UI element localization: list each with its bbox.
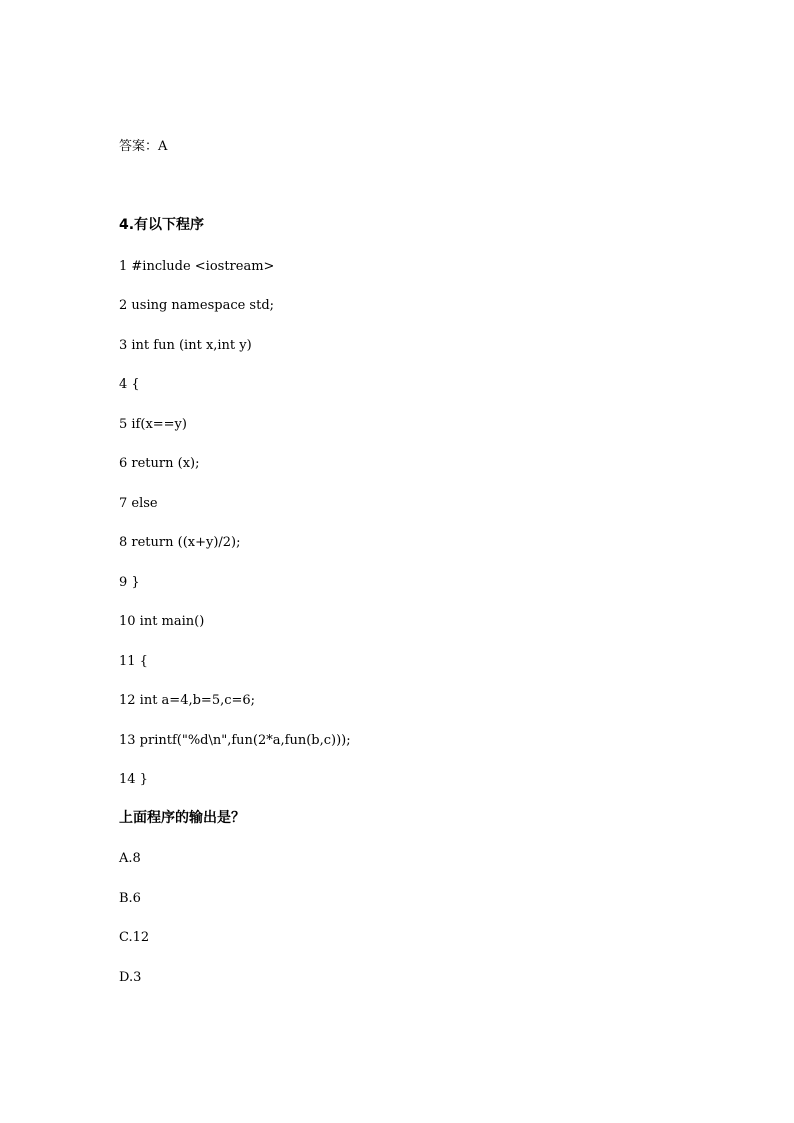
question-prompt: 上面程序的输出是？ bbox=[119, 810, 245, 826]
code-line: 13 printf("%d\n",fun(2*a,fun(b,c))); bbox=[119, 733, 351, 748]
code-line: 12 int a=4,b=5,c=6; bbox=[119, 693, 256, 708]
code-line: 8 return ((x+y)/2); bbox=[119, 535, 241, 550]
code-line: 10 int main() bbox=[119, 614, 205, 629]
option-d: D.3 bbox=[119, 970, 142, 985]
previous-answer: 答案：A bbox=[119, 139, 168, 154]
code-line: 9 } bbox=[119, 575, 140, 590]
code-line: 5 if(x==y) bbox=[119, 417, 187, 432]
option-c: C.12 bbox=[119, 930, 150, 945]
code-line: 14 } bbox=[119, 772, 148, 787]
code-line: 4 { bbox=[119, 377, 140, 392]
code-line: 6 return (x); bbox=[119, 456, 200, 471]
code-line: 1 #include <iostream> bbox=[119, 259, 275, 274]
question-title: 4.有以下程序 bbox=[119, 217, 205, 233]
option-b: B.6 bbox=[119, 891, 141, 906]
code-line: 11 { bbox=[119, 654, 148, 669]
code-line: 2 using namespace std; bbox=[119, 298, 275, 313]
code-line: 7 else bbox=[119, 496, 158, 511]
option-a: A.8 bbox=[119, 851, 141, 866]
code-line: 3 int fun (int x,int y) bbox=[119, 338, 252, 353]
